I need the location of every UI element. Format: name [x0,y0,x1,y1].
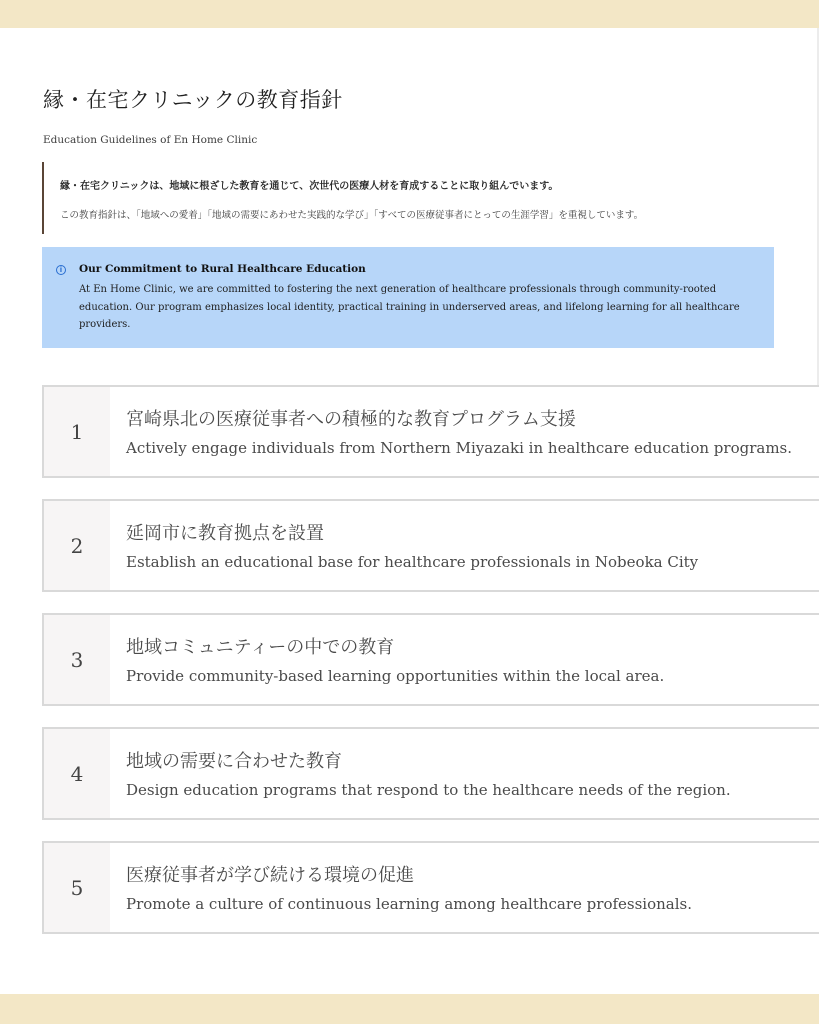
guideline-number: 3 [44,615,110,704]
guideline-card [42,385,819,478]
guideline-number: 1 [44,387,110,476]
callout-title: Our Commitment to Rural Healthcare Education [79,263,366,275]
guideline-number: 4 [44,729,110,818]
page-subtitle: Education Guidelines of En Home Clinic [43,134,258,146]
guideline-description-en: Provide community-based learning opportunities within the local area. [126,667,665,685]
guideline-title-ja: 地域の需要に合わせた教育 [126,751,342,772]
callout-body: At En Home Clinic, we are committed to fostering the next generation of healthcare professionals through community-rooted education. Our program emphasizes local identity, practical training in underserved areas, and lifelong learning for all healthcare providers. [79,284,740,330]
guideline-card [42,499,819,592]
guideline-description-en: Actively engage individuals from Northern Miyazaki in healthcare education programs. [126,439,793,457]
guideline-description-en: Design education programs that respond to the healthcare needs of the region. [126,781,731,799]
guideline-description-en: Establish an educational base for healthcare professionals in Nobeoka City [126,553,699,571]
guideline-title-ja: 医療従事者が学び続ける環境の促進 [126,865,414,886]
guideline-title-ja: 地域コミュニティーの中での教育 [126,637,395,658]
guideline-card [42,841,819,934]
guideline-card [42,613,819,706]
guideline-title-ja: 宮崎県北の医療従事者への積極的な教育プログラム支援 [126,409,576,430]
guideline-number: 2 [44,501,110,590]
guideline-description-en: Promote a culture of continuous learning among healthcare professionals. [126,895,692,913]
guideline-card [42,727,819,820]
guideline-title-ja: 延岡市に教育拠点を設置 [126,523,324,544]
page-title: 縁・在宅クリニックの教育指針 [43,88,343,112]
intro-quote [42,162,762,234]
guideline-list [42,385,819,955]
document-page [0,28,819,994]
info-callout [42,247,774,348]
info-icon: i [56,265,66,275]
intro-body-text: この教育指針は、「地域への愛着」「地域の需要にあわせた実践的な学び」「すべての医療従事者にとっての生涯学習」を重視しています。 [60,210,644,221]
intro-lead-text: 縁・在宅クリニックは、地域に根ざした教育を通じて、次世代の医療人材を育成することに取り組んでいます。 [60,181,559,192]
guideline-number: 5 [44,843,110,932]
